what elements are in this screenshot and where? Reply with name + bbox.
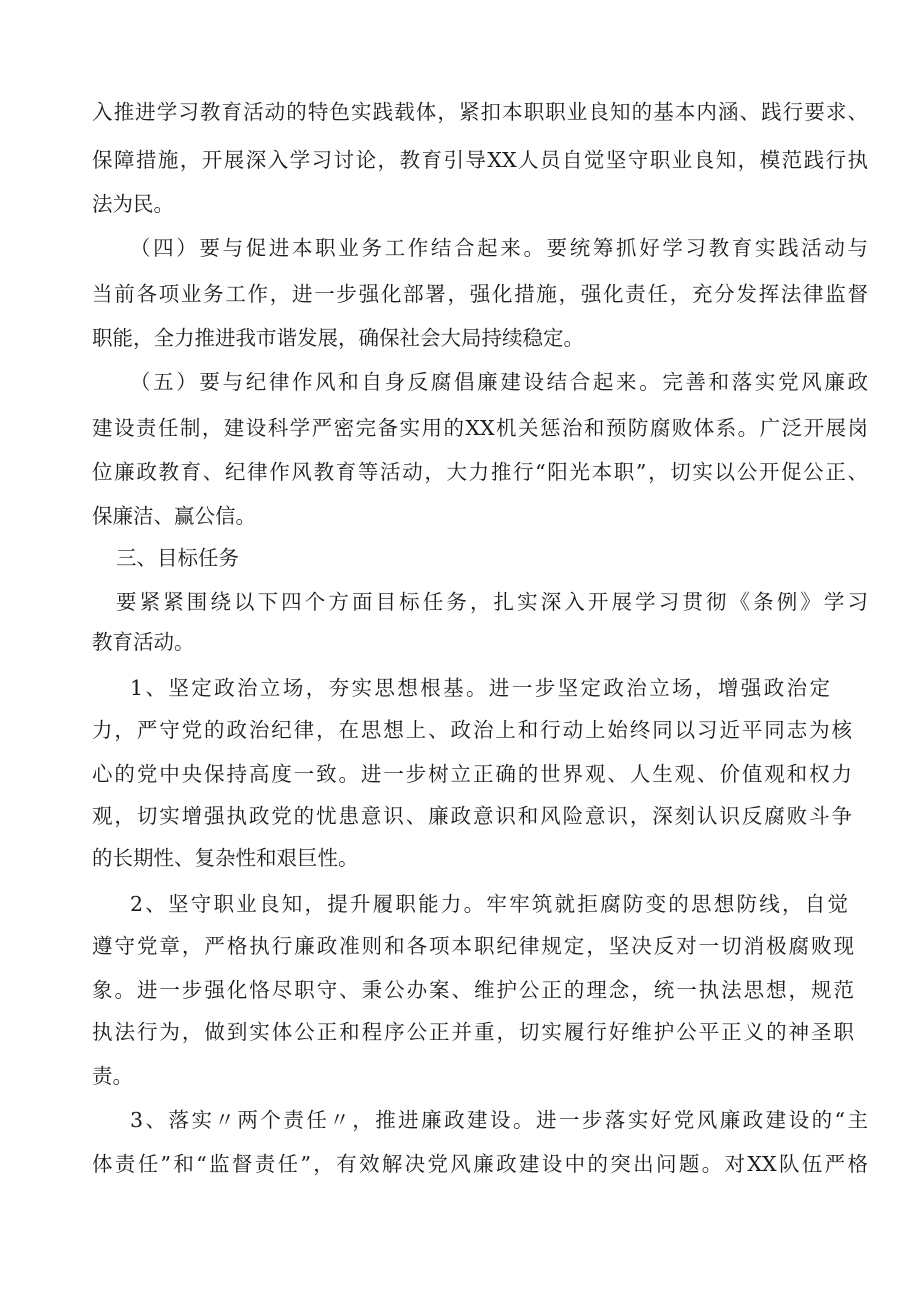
text-line: 建设责任制，建设科学严密完备实用的XX机关惩治和预防腐败体系。广泛开展岗 (92, 416, 868, 440)
text-line: 保廉洁、赢公信。 (92, 504, 256, 528)
text-line: 遵守党章，严格执行廉政准则和各项本职纪律规定，坚决反对一切消极腐败现 (92, 934, 854, 958)
text-line: 入推进学习教育活动的特色实践载体，紧扣本职职业良知的基本内涵、践行要求、 (92, 100, 868, 124)
section-title: 三、目标任务 (116, 546, 239, 570)
text-line: 心的党中央保持高度一致。进一步树立正确的世界观、人生观、价值观和权力 (92, 762, 852, 786)
text-line: 保障措施，开展深入学习讨论，教育引导XX人员自觉坚守职业良知，模范践行执 (92, 148, 868, 172)
text-line: 当前各项业务工作，进一步强化部署，强化措施，强化责任，充分发挥法律监督 (92, 282, 868, 306)
text-line: 教育活动。 (92, 630, 195, 654)
text-line: 法为民。 (92, 192, 174, 216)
text-line: 要紧紧围绕以下四个方面目标任务，扎实深入开展学习贯彻《条例》学习 (116, 590, 868, 614)
section-heading-4: （四）要与促进本职业务工作结合起来。要统筹抓好学习教育实践活动与 (130, 236, 868, 260)
text-line: 的长期性、复杂性和艰巨性。 (92, 846, 359, 870)
text-line: 执法行为，做到实体公正和程序公正并重，切实履行好维护公平正义的神圣职 (92, 1020, 854, 1044)
task-item-1: 1、坚定政治立场，夯实思想根基。进一步坚定政治立场，增强政治定 (130, 676, 830, 700)
text-line: 位廉政教育、纪律作风教育等活动，大力推行“阳光本职”，切实以公开促公正、 (92, 460, 868, 484)
text-line: 观，切实增强执政党的忧患意识、廉政意识和风险意识，深刻认识反腐败斗争 (92, 804, 852, 828)
text-line: 体责任”和“监督责任”，有效解决党风廉政建设中的突出问题。对XX队伍严格 (92, 1152, 868, 1176)
text-line: 象。进一步强化恪尽职守、秉公办案、维护公正的理念，统一执法思想，规范 (92, 978, 854, 1002)
text-line: 职能，全力推进我市谐发展，确保社会大局持续稳定。 (92, 326, 584, 350)
task-item-2: 2、坚守职业良知，提升履职能力。牢牢筑就拒腐防变的思想防线，自觉 (130, 892, 848, 916)
text-line: 力，严守党的政治纪律，在思想上、政治上和行动上始终同以习近平同志为核 (92, 718, 852, 742)
task-item-3: 3、落实〃两个责任〃，推进廉政建设。进一步落实好党风廉政建设的“主 (130, 1108, 868, 1132)
text-line: 责。 (92, 1064, 133, 1088)
section-heading-5: （五）要与纪律作风和自身反腐倡廉建设结合起来。完善和落实党风廉政 (130, 370, 868, 394)
